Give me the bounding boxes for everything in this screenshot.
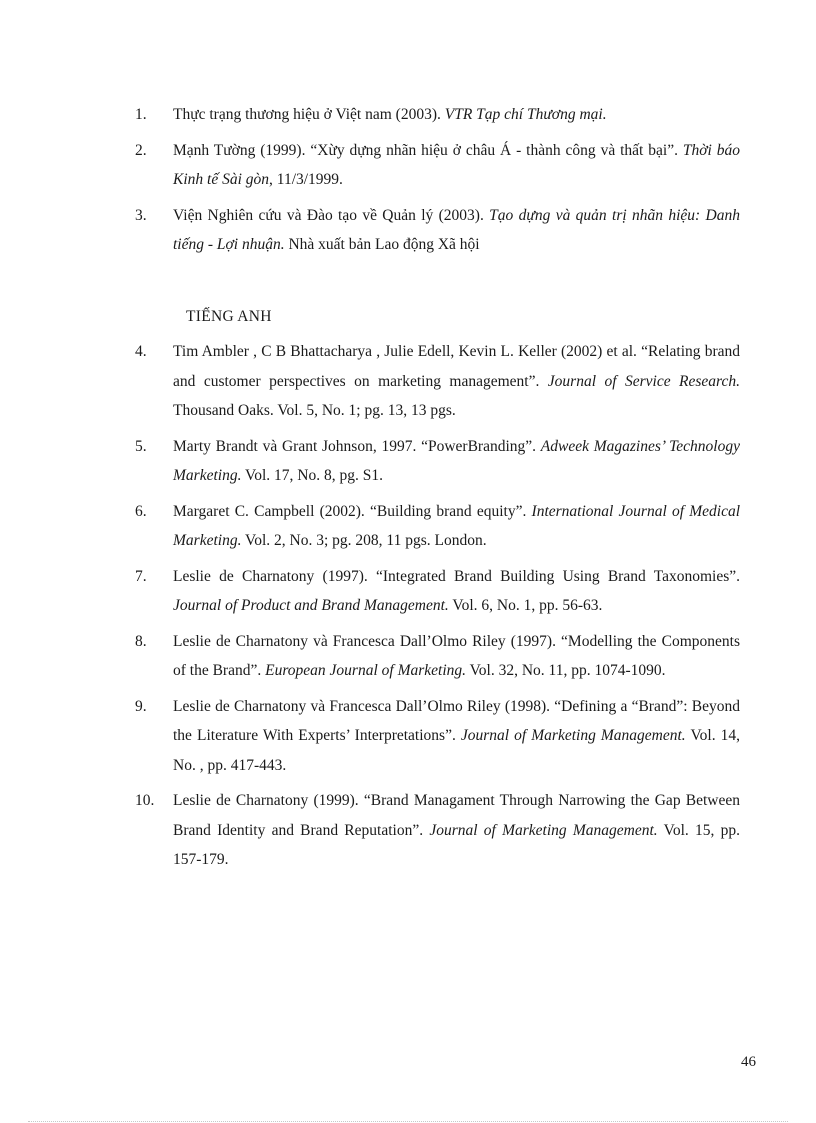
reference-text-segment: Leslie de Charnatony (1997). “Integrated Brand Building Using Brand Taxonomies”. (173, 567, 740, 585)
reference-number: 1. (135, 106, 147, 123)
reference-text (173, 792, 740, 868)
reference-number: 8. (135, 632, 147, 650)
reference-text (173, 503, 740, 550)
reference-source-title: Tạo dựng và quản trị nhãn hiệu: Danh tiếng - Lợi nhuận. (173, 206, 740, 253)
footer-divider (28, 1121, 788, 1122)
reference-text-segment: Vol. 2, No. 3; pg. 208, 11 pgs. London. (241, 532, 487, 549)
reference-text-segment: Vol. 14, No. , pp. 417-443. (173, 727, 740, 774)
reference-source-title: VTR Tạp chí Thương mại. (444, 106, 607, 123)
reference-text-segment: Tim Ambler , C B Bhattacharya , Julie Edell, Kevin L. Keller (2002) et al. “Relating brand and customer perspectives on marketing management”. (173, 343, 740, 390)
reference-number: 4. (135, 343, 147, 360)
reference-text-segment: , 11/3/1999. (269, 171, 343, 188)
page-number: 46 (741, 1054, 756, 1070)
reference-number: 7. (135, 567, 147, 585)
reference-item (135, 692, 740, 781)
reference-number: 2. (135, 141, 147, 159)
section-heading-english: TIẾNG ANH (186, 307, 272, 325)
reference-text (173, 633, 740, 680)
reference-item (135, 497, 741, 556)
reference-list-english (0, 337, 816, 881)
reference-source-title: Thời báo Kinh tế Sài gòn (173, 141, 741, 188)
reference-text-segment: Vol. 17, No. 8, pg. S1. (241, 467, 383, 484)
reference-list (0, 100, 816, 881)
reference-item (135, 100, 740, 130)
reference-item (135, 136, 741, 195)
reference-list-vietnamese (0, 100, 816, 266)
reference-text-segment: Nhà xuất bản Lao động Xã hội (284, 236, 480, 253)
reference-item (135, 201, 740, 260)
reference-source-title: Journal of Marketing Management. (460, 727, 686, 744)
reference-text (173, 568, 740, 615)
reference-number: 6. (135, 502, 147, 520)
reference-text-segment: Leslie de Charnatony (1999). “Brand Managament Through Narrowing the Gap Between Brand Identity and Brand Reputation”. (173, 792, 740, 839)
reference-item (135, 337, 740, 426)
reference-text-segment: Margaret C. Campbell (2002). “Building brand equity”. (173, 502, 532, 520)
reference-text (173, 438, 740, 485)
reference-text-segment: Thousand Oaks. Vol. 5, No. 1; pg. 13, 13 pgs. (173, 402, 456, 419)
reference-number: 9. (135, 697, 147, 715)
reference-item (135, 432, 740, 491)
reference-number: 3. (135, 206, 147, 224)
reference-source-title: Adweek Magazines’ Technology Marketing. (173, 437, 740, 484)
reference-text (173, 207, 740, 254)
section-spacer (0, 266, 816, 302)
reference-source-title: Journal of Service Research. (547, 372, 740, 390)
reference-text (173, 142, 740, 189)
reference-source-title: International Journal of Medical Marketing. (173, 502, 741, 549)
reference-text (173, 106, 607, 123)
reference-item (135, 627, 740, 686)
reference-source-title: Journal of Product and Brand Management. (173, 597, 449, 614)
reference-text-segment: Leslie de Charnatony và Francesca Dall’Olmo Riley (1998). “Defining a “Brand”: Beyond the Literature With Experts’ Interpretations”. (173, 697, 740, 744)
reference-number: 10. (135, 792, 155, 809)
reference-text-segment: Thực trạng thương hiệu ở Việt nam (2003). (173, 106, 445, 123)
reference-text-segment: Leslie de Charnatony và Francesca Dall’Olmo Riley (1997). “Modelling the Components of the Brand”. (173, 632, 740, 679)
reference-text-segment: Marty Brandt và Grant Johnson, 1997. “PowerBranding”. (173, 437, 541, 455)
reference-source-title: Journal of Marketing Management. (429, 821, 658, 839)
reference-item (135, 562, 740, 621)
reference-text-segment: Mạnh Tường (1999). “Xừy dựng nhãn hiệu ở châu Á - thành công và thất bại”. (173, 141, 683, 159)
reference-text-segment: Viện Nghiên cứu và Đào tạo về Quản lý (2003). (173, 206, 490, 224)
reference-text-segment: Vol. 32, No. 11, pp. 1074-1090. (466, 662, 666, 679)
reference-text (173, 698, 740, 774)
reference-text (173, 343, 740, 419)
reference-number: 5. (135, 437, 147, 455)
reference-text-segment: Vol. 15, pp. 157-179. (173, 821, 741, 868)
reference-text-segment: Vol. 6, No. 1, pp. 56-63. (448, 597, 603, 614)
reference-source-title: European Journal of Marketing. (265, 662, 467, 679)
reference-item (135, 786, 741, 875)
